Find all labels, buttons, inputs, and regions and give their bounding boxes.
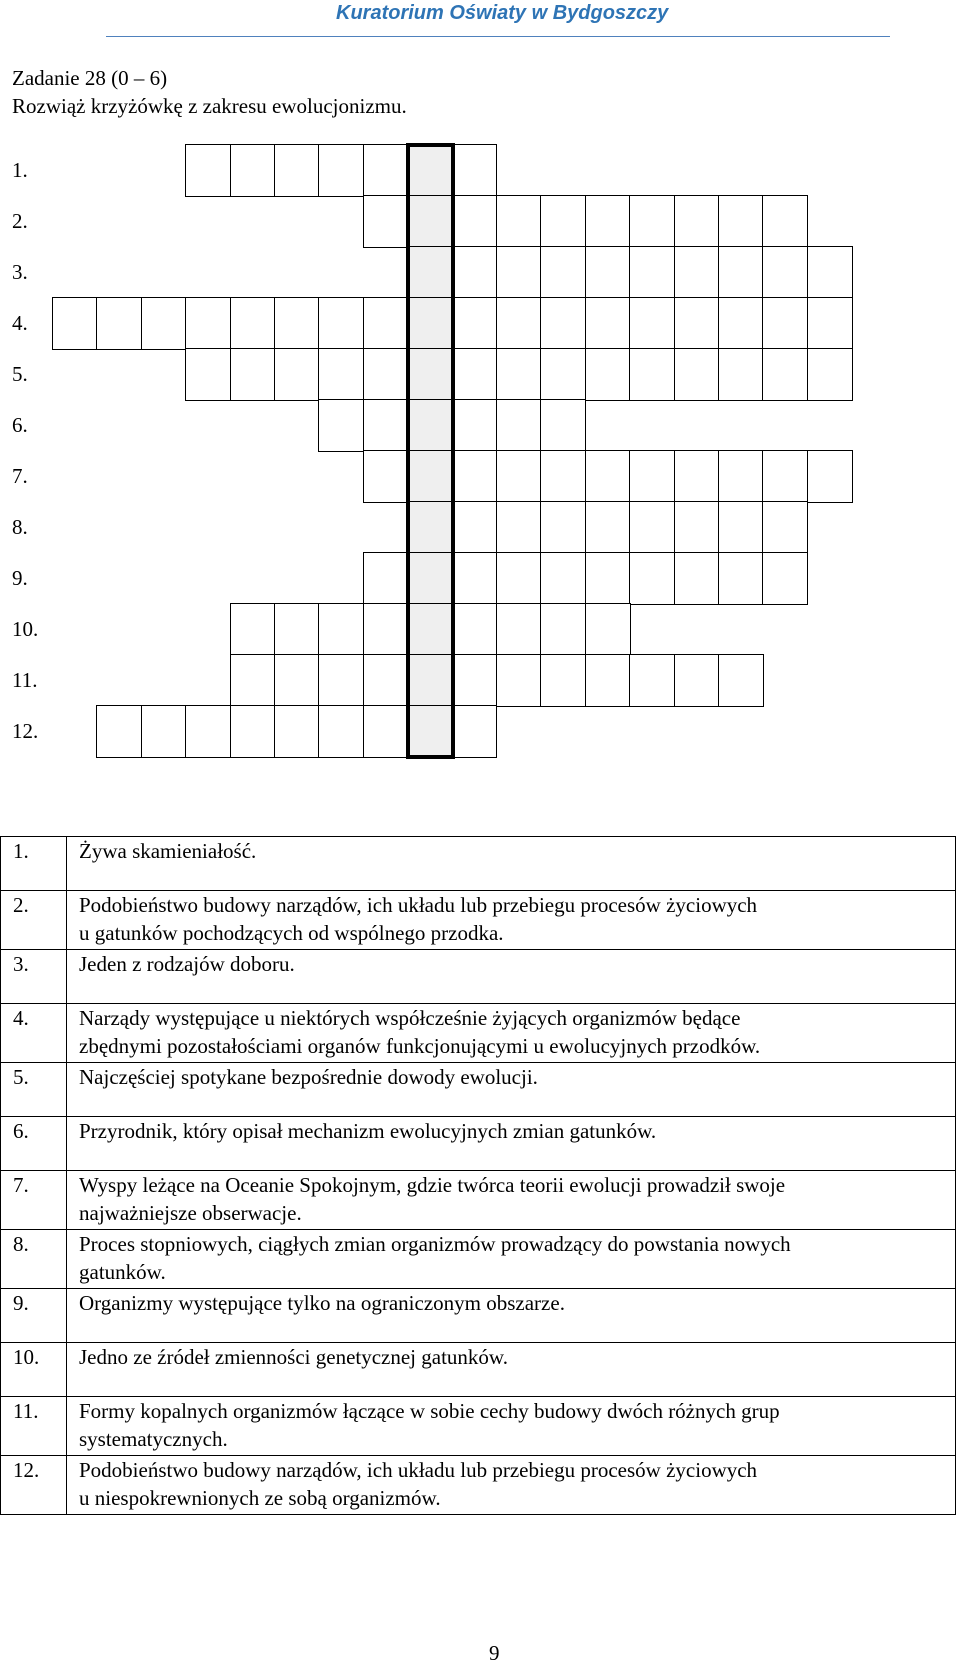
clue-line: u gatunków pochodzących od wspólnego przodka. bbox=[79, 921, 504, 945]
clue-row bbox=[1, 1397, 956, 1456]
crossword-cell[interactable] bbox=[718, 552, 764, 605]
crossword-cell[interactable] bbox=[407, 654, 453, 707]
crossword-cell[interactable] bbox=[496, 603, 542, 656]
crossword-cell[interactable] bbox=[452, 501, 498, 554]
task-title: Zadanie 28 (0 – 6) bbox=[12, 66, 168, 90]
clues-table bbox=[0, 836, 956, 1515]
clue-number: 4. bbox=[1, 1004, 67, 1063]
crossword-cell[interactable] bbox=[674, 348, 720, 401]
crossword-cell[interactable] bbox=[274, 654, 320, 707]
crossword-cell[interactable] bbox=[674, 450, 720, 503]
crossword-cell[interactable] bbox=[230, 297, 276, 350]
crossword-cell[interactable] bbox=[540, 501, 586, 554]
crossword-cell[interactable] bbox=[318, 348, 364, 401]
crossword-cell[interactable] bbox=[52, 297, 98, 350]
crossword-cell[interactable] bbox=[718, 297, 764, 350]
crossword-cell[interactable] bbox=[407, 501, 453, 554]
crossword-row-number: 8. bbox=[12, 515, 28, 539]
crossword-row-number: 11. bbox=[12, 668, 38, 692]
crossword-cell[interactable] bbox=[807, 348, 853, 401]
clue-text bbox=[67, 1004, 956, 1063]
crossword-cell[interactable] bbox=[363, 297, 409, 350]
crossword-cell[interactable] bbox=[674, 246, 720, 299]
crossword-row-number: 7. bbox=[12, 464, 28, 488]
crossword-cell[interactable] bbox=[762, 246, 808, 299]
crossword-cell[interactable] bbox=[496, 654, 542, 707]
crossword-cell[interactable] bbox=[230, 144, 276, 197]
crossword-cell[interactable] bbox=[762, 552, 808, 605]
clue-row bbox=[1, 1004, 956, 1063]
crossword-cell[interactable] bbox=[540, 348, 586, 401]
crossword-row-number: 9. bbox=[12, 566, 28, 590]
crossword-cell[interactable] bbox=[230, 603, 276, 656]
crossword-cell[interactable] bbox=[540, 450, 586, 503]
crossword-cell[interactable] bbox=[230, 705, 276, 758]
crossword-cell[interactable] bbox=[496, 195, 542, 248]
crossword-cell[interactable] bbox=[407, 603, 453, 656]
crossword-cell[interactable] bbox=[674, 552, 720, 605]
clue-row bbox=[1, 1230, 956, 1289]
crossword-cell[interactable] bbox=[185, 348, 231, 401]
clue-number: 9. bbox=[1, 1289, 67, 1343]
crossword-cell[interactable] bbox=[674, 195, 720, 248]
crossword-cell[interactable] bbox=[318, 654, 364, 707]
crossword-row-number: 10. bbox=[12, 617, 39, 641]
clue-row bbox=[1, 1456, 956, 1515]
crossword-row-number: 2. bbox=[12, 209, 28, 233]
clue-number: 5. bbox=[1, 1063, 67, 1117]
clue-line: Narządy występujące u niektórych współcześnie żyjących organizmów będące bbox=[79, 1006, 741, 1030]
crossword-cell[interactable] bbox=[762, 297, 808, 350]
header-title: Kuratorium Oświaty w Bydgoszczy bbox=[336, 2, 669, 24]
crossword-cell[interactable] bbox=[141, 297, 187, 350]
crossword-cell[interactable] bbox=[452, 246, 498, 299]
crossword-cell[interactable] bbox=[762, 450, 808, 503]
task-instruction: Rozwiąż krzyżówkę z zakresu ewolucjonizmu. bbox=[12, 94, 407, 118]
crossword-cell[interactable] bbox=[629, 195, 675, 248]
clue-text bbox=[67, 1456, 956, 1515]
crossword-cell[interactable] bbox=[407, 705, 453, 758]
crossword-cell[interactable] bbox=[585, 552, 631, 605]
clue-row bbox=[1, 837, 956, 891]
crossword-cell[interactable] bbox=[807, 450, 853, 503]
crossword-cell[interactable] bbox=[274, 603, 320, 656]
crossword-cell[interactable] bbox=[274, 348, 320, 401]
clue-row bbox=[1, 891, 956, 950]
crossword-cell[interactable] bbox=[674, 297, 720, 350]
crossword-cell[interactable] bbox=[452, 654, 498, 707]
clue-number: 6. bbox=[1, 1117, 67, 1171]
crossword-cell[interactable] bbox=[274, 705, 320, 758]
crossword-cell[interactable] bbox=[540, 603, 586, 656]
crossword-cell[interactable] bbox=[674, 654, 720, 707]
crossword-cell[interactable] bbox=[407, 297, 453, 350]
crossword-cell[interactable] bbox=[274, 144, 320, 197]
crossword-cell[interactable] bbox=[762, 195, 808, 248]
clue-line: Żywa skamieniałość. bbox=[79, 839, 257, 863]
clue-text bbox=[67, 1230, 956, 1289]
clue-line: Formy kopalnych organizmów łączące w sobie cechy budowy dwóch różnych grup bbox=[79, 1399, 780, 1423]
clue-row bbox=[1, 1343, 956, 1397]
crossword-row-number: 1. bbox=[12, 158, 28, 182]
crossword-cell[interactable] bbox=[452, 195, 498, 248]
crossword-cell[interactable] bbox=[318, 399, 364, 452]
crossword-cell[interactable] bbox=[718, 654, 764, 707]
crossword-cell[interactable] bbox=[452, 705, 498, 758]
crossword-cell[interactable] bbox=[629, 246, 675, 299]
clue-number: 12. bbox=[1, 1456, 67, 1515]
crossword-cell[interactable] bbox=[496, 297, 542, 350]
crossword-row-number: 5. bbox=[12, 362, 28, 386]
crossword-cell[interactable] bbox=[452, 297, 498, 350]
crossword-cell[interactable] bbox=[585, 246, 631, 299]
clue-number: 1. bbox=[1, 837, 67, 891]
crossword-cell[interactable] bbox=[318, 603, 364, 656]
clue-number: 8. bbox=[1, 1230, 67, 1289]
crossword-cell[interactable] bbox=[585, 603, 631, 656]
crossword-cell[interactable] bbox=[363, 399, 409, 452]
crossword-cell[interactable] bbox=[540, 654, 586, 707]
crossword-cell[interactable] bbox=[230, 654, 276, 707]
crossword-cell[interactable] bbox=[540, 552, 586, 605]
crossword-cell[interactable] bbox=[185, 705, 231, 758]
crossword-cell[interactable] bbox=[540, 195, 586, 248]
clue-text bbox=[67, 1117, 956, 1171]
clue-text bbox=[67, 1063, 956, 1117]
clue-text bbox=[67, 891, 956, 950]
crossword-cell[interactable] bbox=[230, 348, 276, 401]
crossword-cell[interactable] bbox=[540, 246, 586, 299]
crossword-cell[interactable] bbox=[496, 246, 542, 299]
crossword-cell[interactable] bbox=[452, 399, 498, 452]
clue-text bbox=[67, 1289, 956, 1343]
crossword-cell[interactable] bbox=[674, 501, 720, 554]
crossword-row-number: 3. bbox=[12, 260, 28, 284]
crossword-cell[interactable] bbox=[407, 450, 453, 503]
crossword-cell[interactable] bbox=[141, 705, 187, 758]
clue-line: Organizmy występujące tylko na ograniczonym obszarze. bbox=[79, 1291, 565, 1315]
clue-line: Wyspy leżące na Oceanie Spokojnym, gdzie twórca teorii ewolucji prowadził swoje bbox=[79, 1173, 786, 1197]
clue-row bbox=[1, 1289, 956, 1343]
crossword-cell[interactable] bbox=[496, 501, 542, 554]
clue-row bbox=[1, 950, 956, 1004]
crossword-cell[interactable] bbox=[762, 348, 808, 401]
crossword-cell[interactable] bbox=[585, 348, 631, 401]
crossword-cell[interactable] bbox=[540, 297, 586, 350]
crossword-cell[interactable] bbox=[807, 246, 853, 299]
crossword-cell[interactable] bbox=[363, 603, 409, 656]
crossword-cell[interactable] bbox=[718, 501, 764, 554]
clue-number: 11. bbox=[1, 1397, 67, 1456]
crossword-cell[interactable] bbox=[407, 246, 453, 299]
crossword-cell[interactable] bbox=[496, 552, 542, 605]
clue-number: 3. bbox=[1, 950, 67, 1004]
crossword-cell[interactable] bbox=[318, 297, 364, 350]
crossword-cell[interactable] bbox=[629, 450, 675, 503]
clue-line: najważniejsze obserwacje. bbox=[79, 1201, 302, 1225]
clue-line: gatunków. bbox=[79, 1260, 166, 1284]
crossword-cell[interactable] bbox=[629, 552, 675, 605]
crossword-cell[interactable] bbox=[96, 297, 142, 350]
crossword-cell[interactable] bbox=[629, 297, 675, 350]
crossword-row-number: 12. bbox=[12, 719, 39, 743]
crossword-cell[interactable] bbox=[496, 399, 542, 452]
clue-number: 2. bbox=[1, 891, 67, 950]
clue-line: Podobieństwo budowy narządów, ich układu lub przebiegu procesów życiowych bbox=[79, 893, 758, 917]
crossword-cell[interactable] bbox=[629, 348, 675, 401]
crossword-cell[interactable] bbox=[318, 144, 364, 197]
crossword-cell[interactable] bbox=[585, 501, 631, 554]
clue-line: Najczęściej spotykane bezpośrednie dowody ewolucji. bbox=[79, 1065, 538, 1089]
clue-row bbox=[1, 1063, 956, 1117]
clue-line: Przyrodnik, który opisał mechanizm ewolucyjnych zmian gatunków. bbox=[79, 1119, 657, 1143]
crossword-cell[interactable] bbox=[185, 297, 231, 350]
clue-text bbox=[67, 1397, 956, 1456]
crossword-cell[interactable] bbox=[452, 348, 498, 401]
crossword-cell[interactable] bbox=[407, 195, 453, 248]
crossword-cell[interactable] bbox=[585, 195, 631, 248]
crossword-cell[interactable] bbox=[407, 348, 453, 401]
crossword-cell[interactable] bbox=[540, 399, 586, 452]
crossword-cell[interactable] bbox=[718, 348, 764, 401]
crossword-cell[interactable] bbox=[629, 501, 675, 554]
clue-line: systematycznych. bbox=[79, 1427, 228, 1451]
page-number: 9 bbox=[489, 1641, 500, 1665]
crossword-cell[interactable] bbox=[407, 144, 453, 197]
crossword-row-number: 6. bbox=[12, 413, 28, 437]
crossword-cell[interactable] bbox=[496, 348, 542, 401]
crossword-cell[interactable] bbox=[185, 144, 231, 197]
clue-line: Proces stopniowych, ciągłych zmian organizmów prowadzący do powstania nowych bbox=[79, 1232, 791, 1256]
crossword-cell[interactable] bbox=[718, 195, 764, 248]
crossword-cell[interactable] bbox=[718, 246, 764, 299]
clue-line: Jeden z rodzajów doboru. bbox=[79, 952, 295, 976]
crossword-cell[interactable] bbox=[807, 297, 853, 350]
crossword-cell[interactable] bbox=[274, 297, 320, 350]
crossword-cell[interactable] bbox=[452, 552, 498, 605]
clue-text bbox=[67, 950, 956, 1004]
crossword-row-number: 4. bbox=[12, 311, 28, 335]
crossword-cell[interactable] bbox=[363, 705, 409, 758]
clue-row bbox=[1, 1171, 956, 1230]
clue-text bbox=[67, 837, 956, 891]
crossword-cell[interactable] bbox=[407, 552, 453, 605]
crossword-cell[interactable] bbox=[363, 144, 409, 197]
clue-row bbox=[1, 1117, 956, 1171]
clue-line: Jedno ze źródeł zmienności genetycznej gatunków. bbox=[79, 1345, 508, 1369]
crossword-cell[interactable] bbox=[318, 705, 364, 758]
crossword-cell[interactable] bbox=[585, 450, 631, 503]
clue-line: Podobieństwo budowy narządów, ich układu lub przebiegu procesów życiowych bbox=[79, 1458, 758, 1482]
crossword-cell[interactable] bbox=[718, 450, 764, 503]
crossword-cell[interactable] bbox=[363, 552, 409, 605]
crossword-cell[interactable] bbox=[363, 348, 409, 401]
crossword-cell[interactable] bbox=[762, 501, 808, 554]
crossword-cell[interactable] bbox=[363, 450, 409, 503]
clue-number: 7. bbox=[1, 1171, 67, 1230]
crossword-cell[interactable] bbox=[585, 297, 631, 350]
crossword-cell[interactable] bbox=[629, 654, 675, 707]
crossword-cell[interactable] bbox=[496, 450, 542, 503]
clue-number: 10. bbox=[1, 1343, 67, 1397]
crossword-cell[interactable] bbox=[452, 603, 498, 656]
clue-line: u niespokrewnionych ze sobą organizmów. bbox=[79, 1486, 441, 1510]
crossword-cell[interactable] bbox=[452, 450, 498, 503]
crossword-cell[interactable] bbox=[407, 399, 453, 452]
crossword-cell[interactable] bbox=[363, 654, 409, 707]
clue-text bbox=[67, 1171, 956, 1230]
clue-text bbox=[67, 1343, 956, 1397]
crossword-cell[interactable] bbox=[585, 654, 631, 707]
header-divider bbox=[106, 36, 890, 37]
clue-line: zbędnymi pozostałościami organów funkcjonującymi u ewolucyjnych przodków. bbox=[79, 1034, 761, 1058]
crossword-cell[interactable] bbox=[96, 705, 142, 758]
crossword-cell[interactable] bbox=[452, 144, 498, 197]
crossword-cell[interactable] bbox=[363, 195, 409, 248]
